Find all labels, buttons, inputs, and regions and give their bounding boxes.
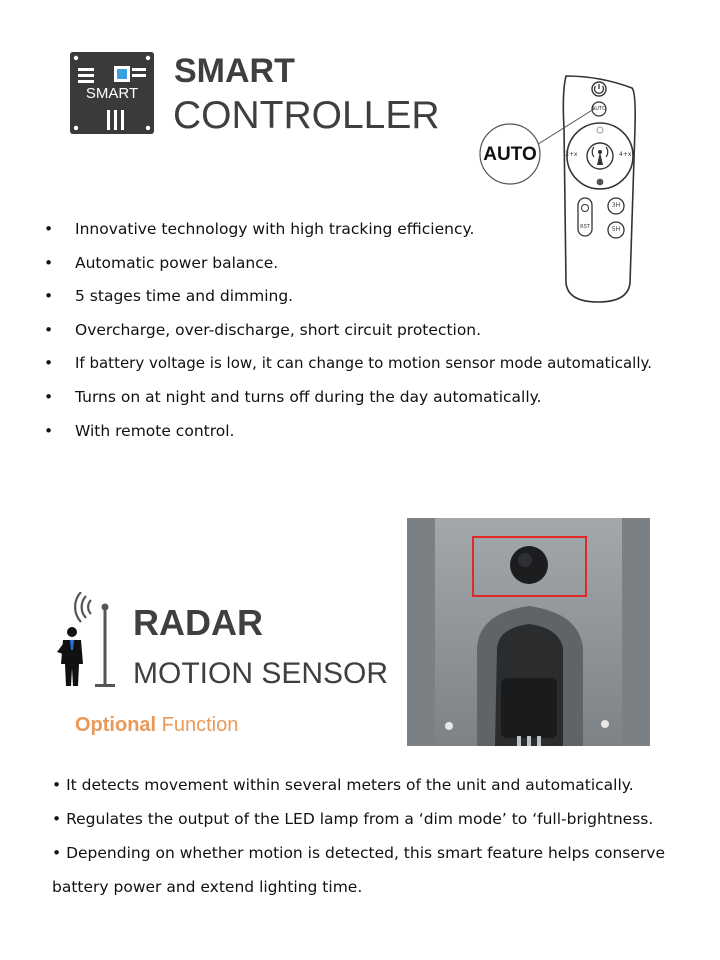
- feature-text: With remote control.: [75, 422, 235, 440]
- optional-bold: Optional: [75, 714, 157, 736]
- feature-text: Overcharge, over-discharge, short circuit protection.: [75, 321, 482, 339]
- radar-feature-1: • It detects movement within several meters of the unit and automatically.: [52, 776, 634, 794]
- feature-text: If battery voltage is low, it can change to motion sensor mode automatically.: [75, 354, 652, 372]
- feature-text: 5 stages time and dimming.: [75, 287, 294, 305]
- radar-title-line1: RADAR: [133, 602, 263, 643]
- remote-rst-label: RST: [580, 224, 590, 230]
- radar-person-icon: [55, 592, 120, 690]
- bullet-dot: •: [44, 321, 54, 339]
- remote-control-illustration: [470, 68, 650, 308]
- radar-feature-2: • Regulates the output of the LED lamp from a ‘dim mode’ to ‘full-brightness.: [52, 810, 654, 828]
- bullet-dot: •: [44, 354, 54, 372]
- remote-left-label: 3+x: [565, 151, 578, 158]
- bullet-dot: •: [44, 254, 54, 272]
- remote-3h-label: 3H: [611, 202, 621, 209]
- optional-function-label: [75, 714, 238, 737]
- smart-title-line2: CONTROLLER: [173, 94, 440, 137]
- auto-callout-label: AUTO: [483, 144, 537, 165]
- radar-title-line2: MOTION SENSOR: [133, 657, 389, 690]
- feature-text: Turns on at night and turns off during the day automatically.: [75, 388, 542, 406]
- radar-sensor-photo: [407, 518, 650, 746]
- bullet-dot: •: [44, 388, 54, 406]
- logo-text: SMART: [85, 85, 139, 102]
- radar-feature-4: battery power and extend lighting time.: [52, 878, 363, 896]
- remote-auto-button: AUTO: [591, 106, 607, 112]
- optional-rest: Function: [156, 714, 239, 736]
- feature-text: Automatic power balance.: [75, 254, 279, 272]
- remote-5h-label: 5H: [611, 226, 621, 233]
- smart-controller-logo: [70, 52, 154, 134]
- smart-title-line1: SMART: [174, 52, 295, 90]
- bullet-dot: •: [44, 220, 54, 238]
- feature-text: Innovative technology with high tracking efficiency.: [75, 220, 475, 238]
- remote-right-label: 4+x: [619, 151, 632, 158]
- bullet-dot: •: [44, 422, 54, 440]
- bullet-dot: •: [44, 287, 54, 305]
- radar-feature-3: • Depending on whether motion is detected, this smart feature helps conserve: [52, 844, 665, 862]
